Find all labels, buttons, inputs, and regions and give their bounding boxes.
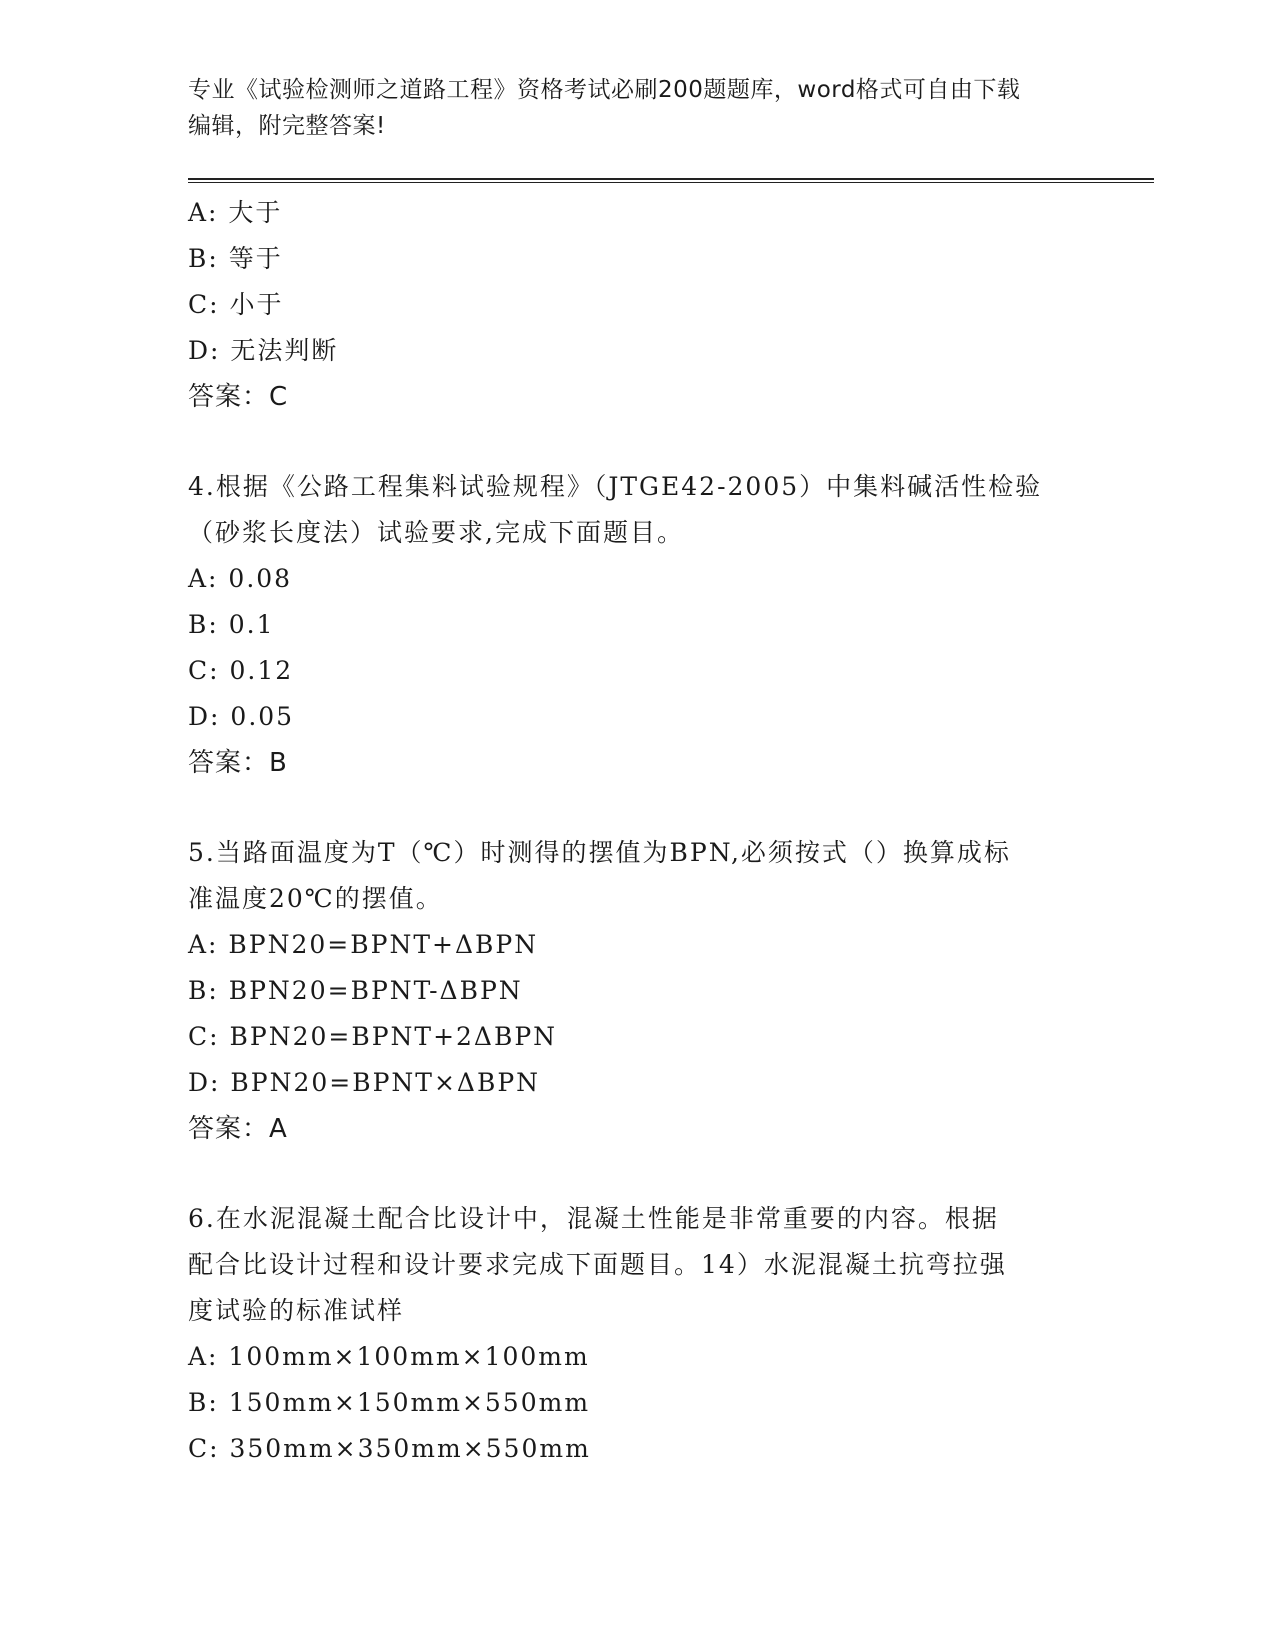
option-d: D: 无法判断 — [188, 336, 339, 365]
option-b: B: 0.1 — [188, 610, 275, 639]
question-6-text — [188, 1196, 1088, 1334]
option-d: D: BPN20=BPNT×ΔBPN — [188, 1068, 541, 1097]
question-text-line: 配合比设计过程和设计要求完成下面题目。14）水泥混凝土抗弯拉强 — [188, 1250, 1007, 1279]
question-text-line: 度试验的标准试样 — [188, 1296, 405, 1325]
option-c: C: 小于 — [188, 290, 284, 319]
question-text-line: 4.根据《公路工程集料试验规程》（JTGE42-2005）中集料碱活性检验 — [188, 472, 1043, 501]
question-5-block — [188, 830, 1088, 1152]
question-4-text — [188, 464, 1088, 556]
question-5-text — [188, 830, 1088, 922]
question-6-block — [188, 1196, 1088, 1472]
option-c: C: 350mm×350mm×550mm — [188, 1434, 591, 1463]
option-a: A: 大于 — [188, 198, 283, 227]
option-b: B: BPN20=BPNT-ΔBPN — [188, 976, 523, 1005]
spacer — [188, 1152, 1088, 1196]
document-header — [188, 72, 1088, 144]
spacer — [188, 786, 1088, 830]
question-text-line: 6.在水泥混凝土配合比设计中，混凝土性能是非常重要的内容。根据 — [188, 1204, 999, 1233]
option-a: A: 100mm×100mm×100mm — [188, 1342, 590, 1371]
option-a: A: 0.08 — [188, 564, 293, 593]
answer-line: 答案：B — [188, 748, 288, 778]
question-3-block — [188, 190, 1088, 420]
header-title-line-2: 编辑，附完整答案! — [188, 113, 386, 139]
option-c: C: 0.12 — [188, 656, 294, 685]
answer-line: 答案：A — [188, 1114, 288, 1144]
header-title-line-1: 专业《试验检测师之道路工程》资格考试必刷200题题库，word格式可自由下载 — [188, 77, 1021, 103]
option-c: C: BPN20=BPNT+2ΔBPN — [188, 1022, 558, 1051]
question-4-block — [188, 464, 1088, 786]
question-text-line: （砂浆长度法）试验要求,完成下面题目。 — [188, 518, 684, 547]
answer-line: 答案：C — [188, 382, 289, 412]
question-text-line: 5.当路面温度为T（℃）时测得的摆值为BPN,必须按式（）换算成标 — [188, 838, 1011, 867]
option-d: D: 0.05 — [188, 702, 295, 731]
question-text-line: 准温度20℃的摆值。 — [188, 884, 443, 913]
option-a: A: BPN20=BPNT+ΔBPN — [188, 930, 539, 959]
header-divider — [188, 178, 1154, 183]
document-body — [188, 190, 1088, 1472]
option-b: B: 等于 — [188, 244, 283, 273]
option-b: B: 150mm×150mm×550mm — [188, 1388, 591, 1417]
spacer — [188, 420, 1088, 464]
